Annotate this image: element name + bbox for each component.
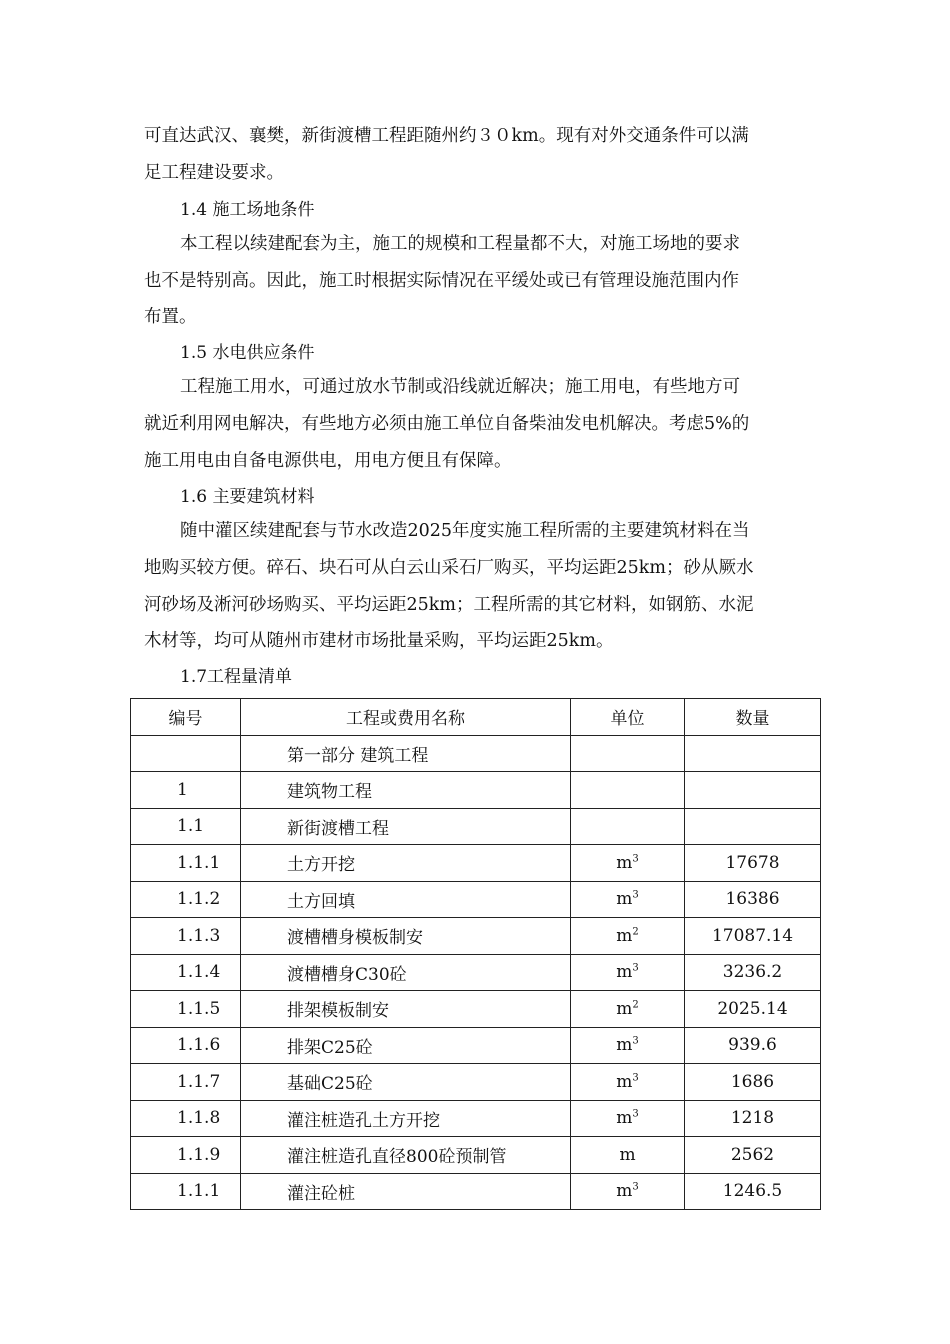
heading-text: 施工场地条件 <box>212 200 315 220</box>
unit-text: m <box>616 889 633 910</box>
section-heading-1-4 <box>180 199 314 221</box>
cell-quantity: 1218 <box>685 1100 821 1137</box>
cell-name: 灌注砼桩 <box>241 1173 571 1210</box>
cell-number: 1 <box>131 772 241 809</box>
unit-text: m <box>616 852 633 873</box>
table-row <box>131 1137 821 1174</box>
cell-name: 基础C25砼 <box>241 1064 571 1101</box>
cell-quantity <box>685 735 821 772</box>
paragraph-line: 木材等，均可从随州市建材市场批量采购，平均运距25km。 <box>144 631 614 651</box>
heading-number: 1.7 <box>180 667 208 687</box>
cell-name: 灌注桩造孔直径800砼预制管 <box>241 1137 571 1174</box>
quantity-table <box>130 698 821 1210</box>
cell-number: 1.1.7 <box>131 1064 241 1101</box>
heading-text: 主要建筑材料 <box>212 487 315 507</box>
heading-text: 水电供应条件 <box>212 343 315 363</box>
unit-text: m <box>616 1035 633 1056</box>
unit-text: m <box>616 925 633 946</box>
header-quantity: 数量 <box>685 699 821 736</box>
header-unit: 单位 <box>571 699 685 736</box>
cell-unit <box>571 772 685 809</box>
heading-number: 1.6 <box>180 487 208 507</box>
cell-quantity: 17087.14 <box>685 918 821 955</box>
heading-number: 1.5 <box>180 343 208 363</box>
unit-exponent: 3 <box>632 962 639 974</box>
cell-unit <box>571 735 685 772</box>
cell-quantity: 1246.5 <box>685 1173 821 1210</box>
cell-unit <box>571 845 685 882</box>
unit-text: m <box>616 1181 633 1202</box>
table-row <box>131 991 821 1028</box>
cell-unit <box>571 1064 685 1101</box>
cell-name: 第一部分 建筑工程 <box>241 735 571 772</box>
heading-number: 1.4 <box>180 200 208 220</box>
cell-number: 1.1.6 <box>131 1027 241 1064</box>
unit-exponent: 3 <box>632 1035 639 1047</box>
cell-quantity <box>685 808 821 845</box>
paragraph-line: 布置。 <box>144 307 197 327</box>
cell-name: 土方开挖 <box>241 845 571 882</box>
paragraph-line: 本工程以续建配套为主，施工的规模和工程量都不大，对施工场地的要求 <box>180 234 740 254</box>
paragraph-line: 就近利用网电解决，有些地方必须由施工单位自备柴油发电机解决。考虑5%的 <box>144 414 750 434</box>
section-heading-1-6 <box>180 486 314 508</box>
cell-number: 1.1.1 <box>131 1173 241 1210</box>
cell-name: 土方回填 <box>241 881 571 918</box>
unit-exponent: 3 <box>632 889 639 901</box>
unit-text: m <box>616 998 633 1019</box>
cell-quantity: 3236.2 <box>685 954 821 991</box>
table-row <box>131 918 821 955</box>
table-row <box>131 1027 821 1064</box>
cell-unit <box>571 881 685 918</box>
cell-unit <box>571 991 685 1028</box>
cell-number <box>131 735 241 772</box>
header-name: 工程或费用名称 <box>241 699 571 736</box>
paragraph-line: 施工用电由自备电源供电，用电方便且有保障。 <box>144 451 512 471</box>
table-row <box>131 772 821 809</box>
unit-exponent: 3 <box>632 1072 639 1084</box>
unit-text: m <box>616 1108 633 1129</box>
cell-number: 1.1.8 <box>131 1100 241 1137</box>
cell-name: 新街渡槽工程 <box>241 808 571 845</box>
cell-unit <box>571 918 685 955</box>
cell-quantity: 939.6 <box>685 1027 821 1064</box>
table-row <box>131 881 821 918</box>
cell-number: 1.1.4 <box>131 954 241 991</box>
table-row <box>131 1100 821 1137</box>
unit-text: m <box>619 1144 636 1165</box>
paragraph-line: 工程施工用水，可通过放水节制或沿线就近解决；施工用电，有些地方可 <box>180 377 740 397</box>
cell-quantity: 2025.14 <box>685 991 821 1028</box>
cell-number: 1.1.3 <box>131 918 241 955</box>
paragraph-line: 随中灌区续建配套与节水改造2025年度实施工程所需的主要建筑材料在当 <box>180 521 750 541</box>
cell-quantity: 1686 <box>685 1064 821 1101</box>
table-header-row <box>131 699 821 736</box>
cell-name: 排架模板制安 <box>241 991 571 1028</box>
paragraph-line: 地购买较方便。碎石、块石可从白云山采石厂购买，平均运距25km；砂从厥水 <box>144 558 754 578</box>
cell-name: 建筑物工程 <box>241 772 571 809</box>
unit-exponent: 2 <box>632 926 639 938</box>
cell-quantity <box>685 772 821 809</box>
cell-name: 渡槽槽身模板制安 <box>241 918 571 955</box>
cell-unit <box>571 808 685 845</box>
cell-quantity: 2562 <box>685 1137 821 1174</box>
unit-text: m <box>616 1071 633 1092</box>
unit-exponent: 3 <box>632 1181 639 1193</box>
table-row <box>131 1173 821 1210</box>
table-row <box>131 954 821 991</box>
cell-name: 灌注桩造孔土方开挖 <box>241 1100 571 1137</box>
cell-unit <box>571 1100 685 1137</box>
unit-exponent: 3 <box>632 853 639 865</box>
paragraph-line: 足工程建设要求。 <box>144 163 284 183</box>
cell-name: 渡槽槽身C30砼 <box>241 954 571 991</box>
table-row <box>131 1064 821 1101</box>
unit-text: m <box>616 962 633 983</box>
unit-exponent: 3 <box>632 1108 639 1120</box>
header-number: 编号 <box>131 699 241 736</box>
table-row <box>131 808 821 845</box>
cell-name: 排架C25砼 <box>241 1027 571 1064</box>
cell-unit <box>571 954 685 991</box>
paragraph-line: 也不是特别高。因此，施工时根据实际情况在平缓处或已有管理设施范围内作 <box>144 271 739 291</box>
cell-unit <box>571 1173 685 1210</box>
cell-unit <box>571 1027 685 1064</box>
cell-quantity: 16386 <box>685 881 821 918</box>
cell-number: 1.1.5 <box>131 991 241 1028</box>
cell-number: 1.1.9 <box>131 1137 241 1174</box>
cell-unit <box>571 1137 685 1174</box>
cell-number: 1.1 <box>131 808 241 845</box>
unit-exponent: 2 <box>632 999 639 1011</box>
paragraph-line: 河砂场及淅河砂场购买、平均运距25km；工程所需的其它材料，如钢筋、水泥 <box>144 595 754 615</box>
section-heading-1-5 <box>180 342 314 364</box>
table-row <box>131 845 821 882</box>
cell-number: 1.1.2 <box>131 881 241 918</box>
section-heading-1-7 <box>180 666 292 688</box>
heading-text: 工程量清单 <box>207 667 293 687</box>
paragraph-line: 可直达武汉、襄樊，新街渡槽工程距随州约３０km。现有对外交通条件可以满 <box>144 126 749 146</box>
cell-number: 1.1.1 <box>131 845 241 882</box>
cell-quantity: 17678 <box>685 845 821 882</box>
table-row <box>131 735 821 772</box>
